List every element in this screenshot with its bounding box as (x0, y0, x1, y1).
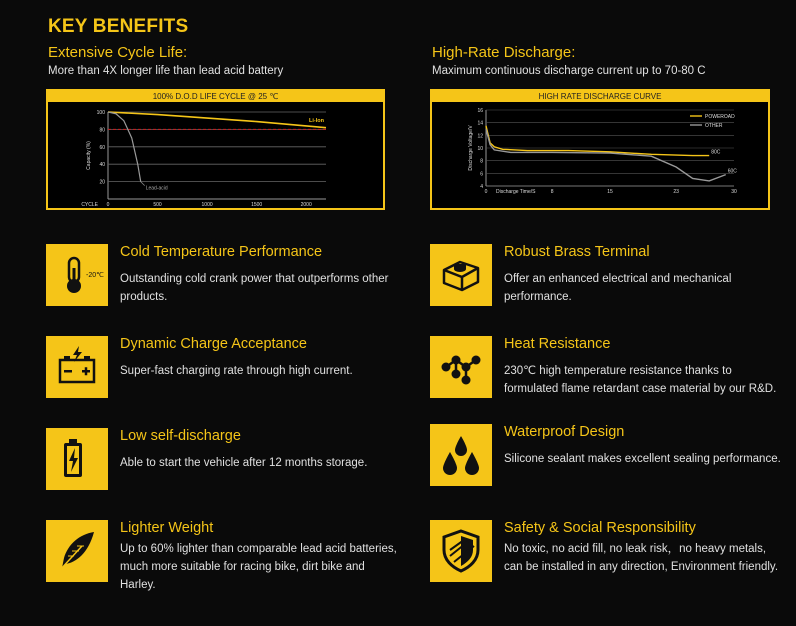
y-tick-label: 12 (477, 133, 483, 140)
x-tick-label: 0 (484, 189, 488, 195)
feature-title: Robust Brass Terminal (504, 244, 650, 260)
feature-title: Low self-discharge (120, 428, 241, 444)
cycle-life-section (48, 44, 388, 77)
feature-cold-temperature (46, 244, 406, 310)
y-tick-label: 60 (99, 144, 105, 151)
x-tick-label: 8 (550, 189, 554, 195)
series-label-leadacid: Lead-acid (145, 185, 168, 192)
feature-title: Waterproof Design (504, 424, 625, 440)
y-tick-label: 10 (477, 146, 483, 152)
x-tick-label: 30 (731, 189, 737, 195)
feature-safety (430, 520, 790, 586)
shield-icon (430, 520, 492, 582)
series-line-poweroad (486, 126, 709, 156)
discharge-chart-svg (432, 102, 768, 208)
feature-description: Up to 60% lighter than comparable lead acid batteries, much more suitable for racing bike, dirt bike and Harley. (120, 543, 397, 591)
feature-low-self-discharge (46, 428, 406, 494)
x-tick-label: 2000 (300, 202, 312, 208)
feature-dynamic-charge (46, 336, 406, 402)
x-tick-label: 23 (673, 189, 679, 195)
feature-description: Silicone sealant makes excellent sealing performance. (504, 453, 781, 465)
series-end-label: 60C (727, 168, 737, 175)
battery-charge-icon (46, 336, 108, 398)
legend-label: OTHER (705, 123, 723, 129)
discharge-chart-title: HIGH RATE DISCHARGE CURVE (432, 91, 768, 102)
molecule-icon (430, 336, 492, 398)
feature-description: Offer an enhanced electrical and mechanical performance. (504, 273, 732, 303)
discharge-subtitle: Maximum continuous discharge current up to 70-80 C (432, 65, 706, 77)
x-tick-label: 15 (607, 189, 613, 195)
y-tick-label: 100 (96, 110, 105, 116)
thermometer-icon (46, 244, 108, 306)
y-tick-label: 14 (477, 120, 483, 127)
feature-description: No toxic, no acid fill, no leak risk，no heavy metals, can be installed in any direction, Environment friendly. (504, 543, 779, 573)
y-tick-label: 6 (480, 171, 483, 178)
x-axis-label: Discharge Time/S (496, 189, 536, 195)
x-tick-label: 500 (153, 202, 162, 208)
cycle-life-chart-title: 100% D.O.D LIFE CYCLE @ 25 ℃ (48, 91, 383, 102)
series-line-liion (108, 112, 326, 128)
x-axis-label: CYCLE (81, 202, 98, 208)
terminal-icon (430, 244, 492, 306)
feature-title: Lighter Weight (120, 520, 214, 536)
y-axis-label: Discharge Voltage/V (468, 125, 474, 171)
water-drops-icon (430, 424, 492, 486)
series-label-leader (141, 182, 145, 186)
feature-description: 230℃ high temperature resistance thanks to formulated flame retardant case material by our R&D. (504, 365, 777, 395)
cycle-life-title: Extensive Cycle Life: (48, 44, 188, 61)
y-tick-label: 40 (99, 162, 105, 169)
cold-temp-label: -20℃ (86, 272, 104, 279)
x-tick-label: 0 (106, 202, 110, 208)
legend-label: POWEROAD (705, 114, 735, 120)
y-tick-label: 20 (99, 179, 105, 186)
y-tick-label: 80 (99, 127, 105, 134)
feature-description: Super-fast charging rate through high current. (120, 365, 353, 377)
y-tick-label: 16 (477, 108, 483, 114)
feature-description: Outstanding cold crank power that outperforms other products. (120, 273, 389, 303)
feature-lighter-weight (46, 520, 406, 591)
x-tick-label: 1000 (201, 202, 213, 208)
discharge-chart (430, 89, 770, 210)
feature-waterproof (430, 424, 790, 490)
page-title: KEY BENEFITS (48, 16, 189, 37)
feature-description: Able to start the vehicle after 12 months storage. (120, 457, 368, 469)
discharge-section (432, 44, 772, 77)
series-end-label: 80C (711, 149, 721, 156)
feature-title: Heat Resistance (504, 336, 611, 352)
y-tick-label: 4 (480, 184, 483, 190)
series-label-liion: Li-Ion (309, 117, 324, 124)
feature-heat-resistance (430, 336, 790, 402)
feature-title: Safety & Social Responsibility (504, 520, 696, 536)
y-axis-label: Capacity (%) (86, 141, 92, 170)
feature-title: Dynamic Charge Acceptance (120, 336, 307, 352)
cycle-life-chart (46, 89, 385, 210)
feather-icon (46, 520, 108, 582)
feature-brass-terminal (430, 244, 790, 310)
y-tick-label: 8 (480, 158, 483, 165)
feature-title: Cold Temperature Performance (120, 244, 323, 260)
discharge-title: High-Rate Discharge: (432, 44, 576, 61)
cycle-life-chart-svg (48, 102, 383, 208)
battery-level-icon (46, 428, 108, 490)
x-tick-label: 1500 (251, 202, 263, 208)
cycle-life-subtitle: More than 4X longer life than lead acid battery (48, 65, 284, 77)
